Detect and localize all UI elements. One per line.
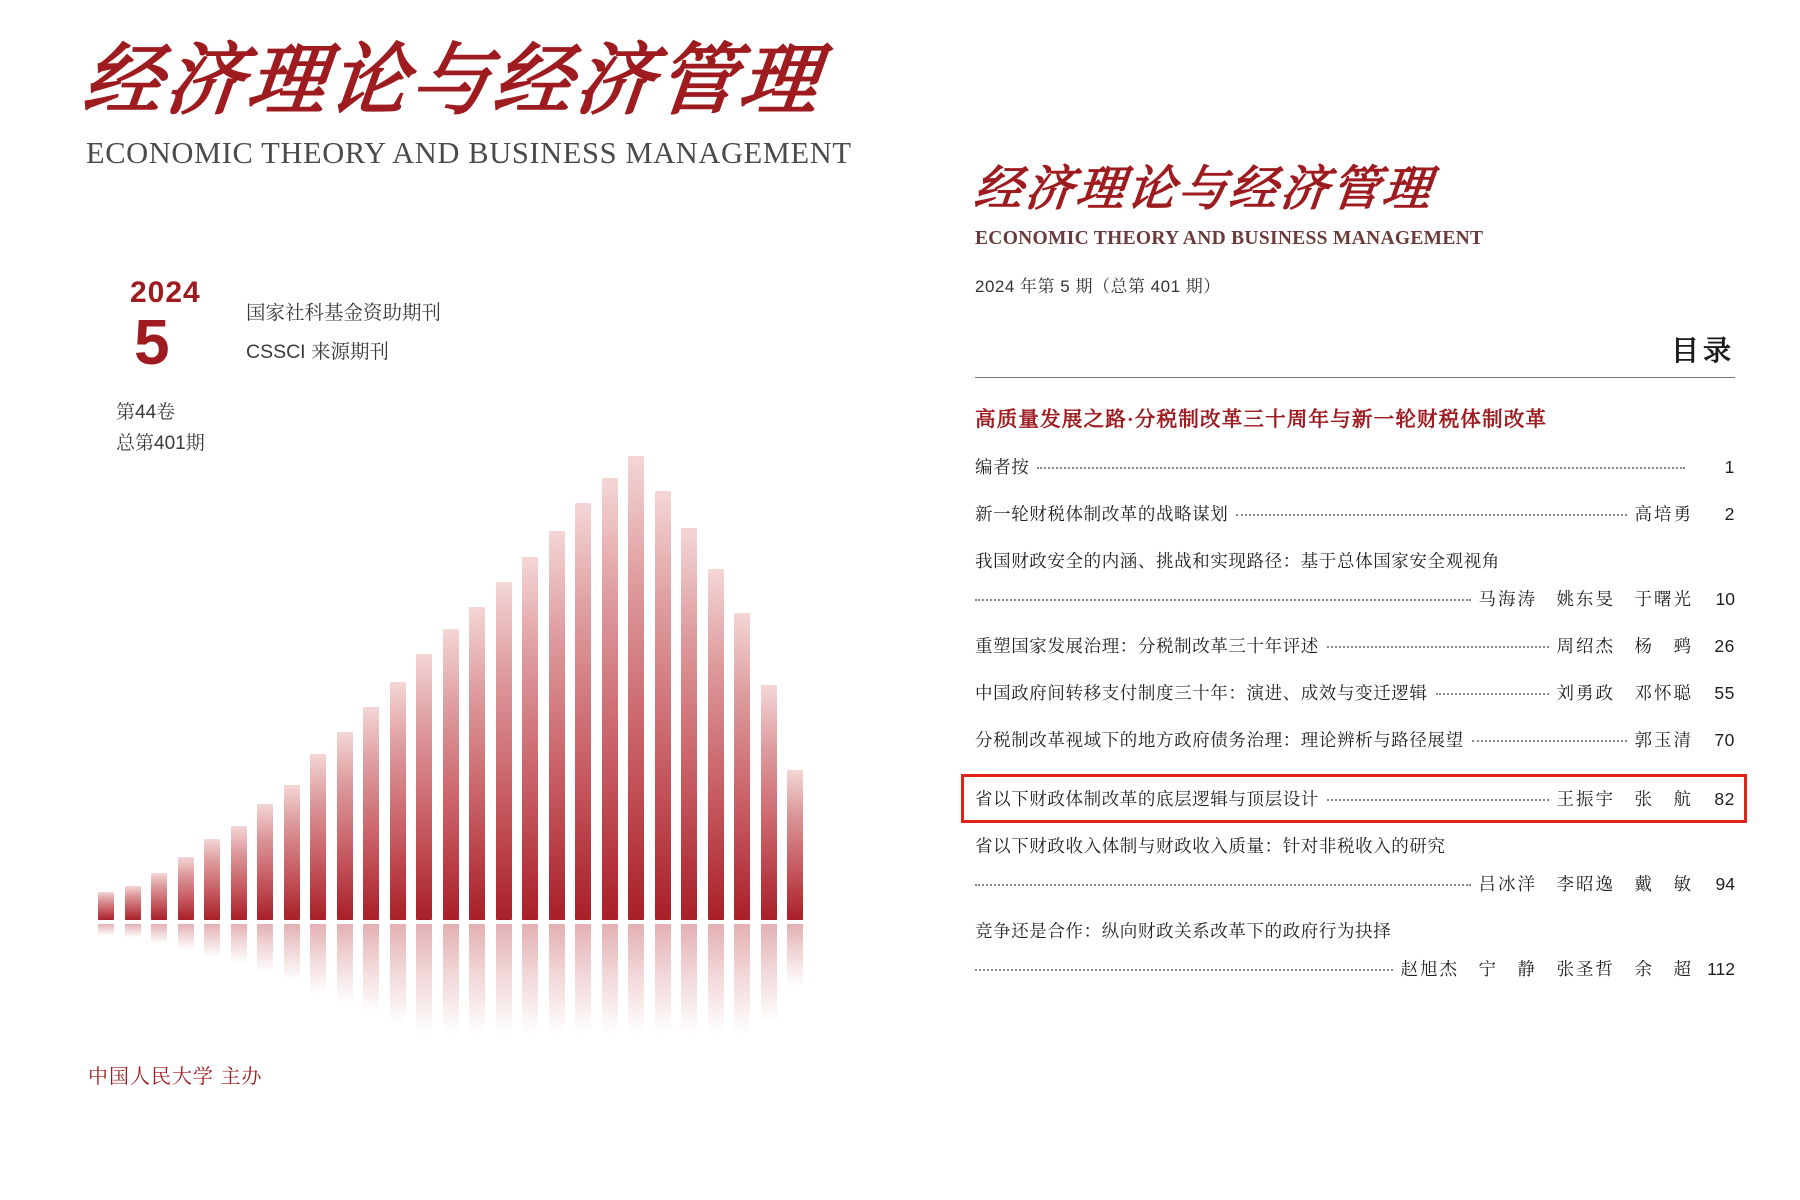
toc-entry-page: 94	[1715, 874, 1735, 894]
chart-bar-reflection	[284, 924, 300, 981]
toc-entry-authors: 周绍杰 杨 鹀	[1556, 636, 1693, 656]
toc-entry-leader	[1472, 740, 1627, 742]
chart-bar-reflection	[204, 924, 220, 958]
chart-bar	[337, 732, 353, 920]
cover-bar-graphic	[60, 440, 820, 920]
cover-bar-graphic-reflection	[60, 924, 820, 1044]
toc-entry-leader	[1436, 693, 1549, 695]
chart-bar-reflection	[257, 924, 273, 973]
chart-bar	[602, 478, 618, 920]
toc-entry[interactable]	[975, 727, 1735, 752]
chart-bar-reflection	[125, 924, 141, 938]
toc-title-english: ECONOMIC THEORY AND BUSINESS MANAGEMENT	[975, 228, 1484, 249]
cover-serial: 总第401期	[116, 433, 205, 455]
chart-bar-reflection	[496, 924, 512, 1034]
toc-entry-authors: 王振宇 张 航	[1556, 789, 1693, 809]
toc-entry-page: 26	[1714, 636, 1735, 656]
chart-bar-reflection	[390, 924, 406, 1024]
chart-bar-reflection	[151, 924, 167, 944]
toc-entry-page: 1	[1724, 457, 1735, 477]
cover-publisher: 中国人民大学 主办	[88, 1066, 263, 1088]
chart-bar-reflection	[469, 924, 485, 1034]
chart-bar	[787, 770, 803, 920]
toc-section-title: 高质量发展之路·分税制改革三十周年与新一轮财税体制改革	[975, 409, 1548, 431]
toc-entry-leader	[1236, 514, 1626, 516]
chart-bar	[708, 569, 724, 920]
cover-year: 2024	[130, 276, 201, 309]
toc-entry-page: 10	[1715, 589, 1735, 609]
cover-badge-cssci: CSSCI 来源期刊	[246, 341, 390, 363]
toc-entry[interactable]	[975, 548, 1735, 611]
chart-bar-reflection	[602, 924, 618, 1034]
chart-bar-reflection	[522, 924, 538, 1034]
table-of-contents	[971, 150, 1735, 981]
toc-issue-line: 2024 年第 5 期（总第 401 期）	[975, 277, 1221, 296]
chart-bar	[151, 873, 167, 920]
toc-entry-authors: 赵旭杰 宁 静 张圣哲 余 超	[1400, 959, 1693, 979]
toc-entry-authors: 郭玉清	[1634, 730, 1693, 750]
toc-entry-title: 竞争还是合作：纵向财政关系改革下的政府行为抉择	[975, 921, 1392, 941]
toc-entry-page: 112	[1707, 959, 1735, 979]
chart-bar	[98, 892, 114, 920]
toc-entry-list	[975, 454, 1735, 981]
chart-bar	[178, 857, 194, 920]
toc-entry-page: 55	[1714, 683, 1735, 703]
toc-entry-title: 中国政府间转移支付制度三十年：演进、成效与变迁逻辑	[975, 683, 1428, 703]
toc-entry-title: 省以下财政收入体制与财政收入质量：针对非税收入的研究	[975, 836, 1446, 856]
chart-bar-reflection	[708, 924, 724, 1034]
cover-badge-fund: 国家社科基金资助期刊	[246, 302, 442, 324]
toc-entry-title: 重塑国家发展治理：分税制改革三十年评述	[975, 636, 1319, 656]
chart-bar	[284, 785, 300, 920]
chart-bar	[390, 682, 406, 920]
toc-heading: 目录	[1670, 335, 1735, 366]
chart-bar	[469, 607, 485, 920]
toc-entry[interactable]	[975, 833, 1735, 896]
toc-entry-leader	[975, 884, 1471, 886]
chart-bar-reflection	[231, 924, 247, 963]
chart-bar	[734, 613, 750, 920]
toc-entry[interactable]	[975, 501, 1735, 526]
chart-bar-reflection	[628, 924, 644, 1034]
chart-bar	[363, 707, 379, 920]
chart-bar	[681, 528, 697, 920]
toc-entry[interactable]	[975, 680, 1735, 705]
toc-entry-title: 新一轮财税体制改革的战略谋划	[975, 504, 1229, 524]
toc-entry-title: 编者按	[975, 457, 1030, 477]
toc-entry-authors: 马海涛 姚东旻 于曙光	[1478, 589, 1693, 609]
chart-bar-reflection	[655, 924, 671, 1034]
cover-badges	[246, 294, 441, 372]
chart-bar-reflection	[337, 924, 353, 1003]
chart-bar-reflection	[416, 924, 432, 1034]
chart-bar	[575, 503, 591, 920]
chart-bar-reflection	[363, 924, 379, 1013]
chart-bar-reflection	[761, 924, 777, 1023]
chart-bar	[231, 826, 247, 920]
toc-entry-authors: 吕冰洋 李昭逸 戴 敏	[1478, 874, 1693, 894]
chart-bar	[549, 531, 565, 920]
chart-bar-reflection	[178, 924, 194, 950]
cover-title-english: ECONOMIC THEORY AND BUSINESS MANAGEMENT	[86, 135, 852, 170]
cover-issue-block	[86, 276, 826, 459]
toc-title-chinese: 经济理论与经济管理	[971, 163, 1437, 216]
chart-bar	[628, 456, 644, 920]
chart-bar-reflection	[681, 924, 697, 1034]
toc-entry-title: 省以下财政体制改革的底层逻辑与顶层设计	[975, 789, 1319, 809]
toc-entry-page: 2	[1724, 504, 1735, 524]
chart-bar	[655, 491, 671, 920]
chart-bar-reflection	[734, 924, 750, 1034]
toc-entry-leader	[975, 599, 1471, 601]
toc-entry-leader	[1037, 467, 1685, 469]
chart-bar-reflection	[787, 924, 803, 987]
toc-entry-authors: 高培勇	[1634, 504, 1693, 524]
chart-bar-reflection	[549, 924, 565, 1034]
toc-entry-page: 70	[1714, 730, 1735, 750]
journal-cover	[60, 37, 880, 1170]
toc-entry-title: 分税制改革视域下的地方政府债务治理：理论辨析与路径展望	[975, 730, 1464, 750]
chart-bar-reflection	[443, 924, 459, 1034]
toc-entry-leader	[1327, 646, 1549, 648]
toc-entry-page: 82	[1714, 789, 1735, 809]
chart-bar	[496, 582, 512, 920]
chart-bar-reflection	[575, 924, 591, 1034]
toc-entry[interactable]	[975, 454, 1735, 479]
chart-bar	[257, 804, 273, 920]
chart-bar	[761, 685, 777, 920]
toc-divider	[975, 377, 1735, 378]
chart-bar	[310, 754, 326, 920]
toc-entry[interactable]	[975, 633, 1735, 658]
toc-entry-title: 我国财政安全的内涵、挑战和实现路径：基于总体国家安全观视角	[975, 551, 1500, 571]
chart-bar-reflection	[310, 924, 326, 994]
chart-bar	[125, 886, 141, 920]
chart-bar-reflection	[98, 924, 114, 936]
cover-volume: 第44卷	[116, 401, 176, 423]
chart-bar	[443, 629, 459, 920]
cover-title-chinese: 经济理论与经济管理	[79, 37, 827, 124]
toc-entry[interactable]	[975, 918, 1735, 981]
toc-entry[interactable]	[975, 786, 1735, 811]
toc-entry-leader	[1327, 799, 1549, 801]
toc-entry-authors: 刘勇政 邓怀聪	[1556, 683, 1693, 703]
toc-entry-leader	[975, 969, 1393, 971]
chart-bar	[522, 557, 538, 920]
cover-issue-number: 5	[134, 306, 170, 378]
chart-bar	[416, 654, 432, 920]
chart-bar	[204, 839, 220, 920]
